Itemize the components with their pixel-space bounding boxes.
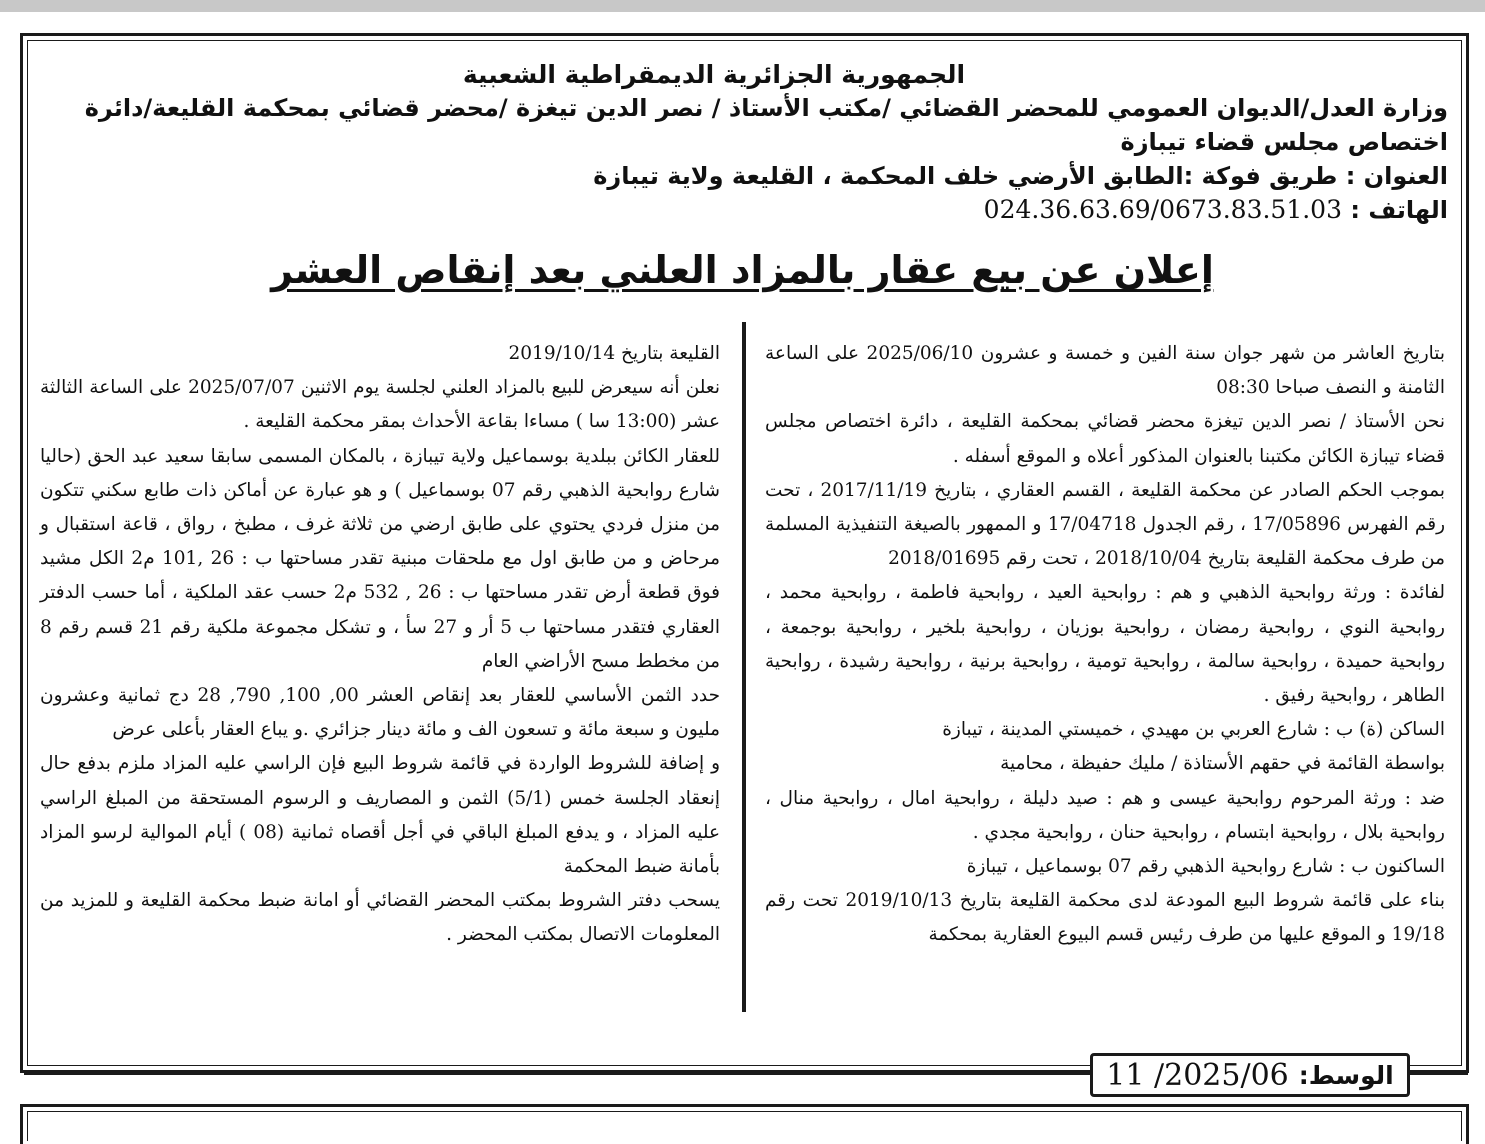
publication-date-box xyxy=(1090,1053,1410,1097)
left-paragraph-payment: و إضافة للشروط الواردة في قائمة شروط البيع فإن الراسي عليه المزاد ملزم بدفع حال إنعقاد الجلسة خمس (5/1) الثمن و المصاريف و الرسوم المستحقة من المبلغ الراسي عليه المزاد ، و يدفع المبلغ الباقي في أجل أقصاه ثمانية (08 ) أيام الموالية لرسو المزاد بأمانة ضبط المحكمة xyxy=(40,753,720,878)
republic-heading: الجمهورية الجزائرية الديمقراطية الشعبية xyxy=(462,60,966,89)
right-paragraph-judgment: بموجب الحكم الصادر عن محكمة القليعة ، القسم العقاري ، بتاريخ 2017/11/19 ، تحت رقم الفهرس 17/05896 ، رقم الجدول 17/04718 و الممهور بالصيغة التنفيذية المسلمة من طرف محكمة القليعة بتاريخ 2018/10/04 ، تحت رقم 2018/01695 xyxy=(765,479,1445,570)
address-line: العنوان : طريق فوكة :الطابق الأرضي خلف المحكمة ، القليعة ولاية تيبازة xyxy=(593,162,1448,190)
ministry-line: وزارة العدل/الديوان العمومي للمحضر القضائي /مكتب الأستاذ / نصر الدين تيغزة /محضر قضائي بمحكمة القليعة/دائرة xyxy=(84,94,1448,122)
column-divider xyxy=(742,322,746,1012)
right-column xyxy=(765,337,1445,953)
right-paragraph-beneficiaries: لفائدة : ورثة روابحية الذهبي و هم : روابحية العيد ، روابحية فاطمة ، روابحية محمد ، روابحية النوي ، روابحية رمضان ، روابحية بوزيان ، روابحية بلخير ، روابحية بوجمعة ، روابحية حميدة ، روابحية سالمة ، روابحية تومية ، روابحية برنية ، روابحية رشيدة ، روابحية الطاهر ، روابحية رفيق . xyxy=(765,582,1445,707)
left-paragraph-price: حدد الثمن الأساسي للعقار بعد إنقاص العشر 00, 100, 790, 28 دج ثمانية وعشرون مليون و سبعة مائة و تسعون الف و مائة دينار جزائري .و يباع العقار بأعلى عرض xyxy=(40,685,721,741)
right-paragraph-bailiff: نحن الأستاذ / نصر الدين تيغزة محضر قضائي بمحكمة القليعة ، دائرة اختصاص مجلس قضاء تيبازة الكائن مكتبنا بالعنوان المذكور أعلاه و الموقع أسفله . xyxy=(765,411,1445,467)
phone-label: الهاتف : xyxy=(1350,196,1448,224)
next-notice-inner-frame xyxy=(27,1111,1462,1141)
notice-title xyxy=(0,245,1485,295)
right-paragraph-lawyer: بواسطة القائمة في حقهم الأستاذة / مليك حفيظة ، محامية xyxy=(1000,753,1445,775)
right-paragraph-beneficiaries-address: الساكن (ة) ب : شارع العربي بن مهيدي ، خميستي المدينة ، تيبازة xyxy=(942,719,1445,741)
page-top-strip xyxy=(0,0,1485,12)
left-paragraph-property: للعقار الكائن ببلدية بوسماعيل ولاية تيبازة ، بالمكان المسمى سابقا سعيد عبد الحق (حاليا شارع روابحية الذهبي رقم 07 بوسماعيل ) و هو عبارة عن أماكن ذات طابع سكني تتكون من منزل فردي يحتوي على طابق ارضي من ثلاثة غرف ، مطبخ ، رواق ، قاعة استقبال و مرحاض و من طابق اول مع ملحقات مبنية تقدر مساحتها ب : 26 ,101 م2 الكل مشيد فوق قطعة أرض تقدر مساحتها ب : 26 , 532 م2 حسب عقد الملكية ، أما حسب الدفتر العقاري فتقدر مساحتها ب 5 أر و 27 سأ ، و تشكل مجموعة ملكية رقم 21 قسم رقم 8 من مخطط مسح الأراضي العام xyxy=(40,445,720,672)
left-paragraph-date: القليعة بتاريخ 2019/10/14 xyxy=(508,343,720,364)
left-paragraph-auction: نعلن أنه سيعرض للبيع بالمزاد العلني لجلسة يوم الاثنين 2025/07/07 على الساعة الثالثة عشر (13:00 سا ) مساءا بقاعة الأحداث بمقر محكمة القليعة . xyxy=(40,377,720,433)
right-paragraph-conditions: بناء على قائمة شروط البيع المودعة لدى محكمة القليعة بتاريخ 2019/10/13 تحت رقم 19/18 و الموقع عليها من طرف رئيس قسم البيوع العقارية بمحكمة xyxy=(765,890,1445,946)
notice-title-text: إعلان عن بيع عقار بالمزاد العلني بعد إنقاص العشر xyxy=(271,248,1214,292)
right-paragraph-date: بتاريخ العاشر من شهر جوان سنة الفين و خمسة و عشرون 2025/06/10 على الساعة الثامنة و النصف صباحا 08:30 xyxy=(765,343,1445,399)
left-column xyxy=(40,337,720,953)
newspaper-label: الوسط: xyxy=(1298,1060,1394,1090)
jurisdiction-line: اختصاص مجلس قضاء تيبازة xyxy=(1120,128,1448,156)
publication-date: 2025/06/ 11 xyxy=(1106,1057,1289,1093)
notice-header xyxy=(40,58,1448,227)
phone-value: 024.36.63.69/0673.83.51.03 xyxy=(983,195,1342,224)
right-paragraph-defendants: ضد : ورثة المرحوم روابحية عيسى و هم : صيد دليلة ، روابحية امال ، روابحية منال ، روابحية بلال ، روابحية ابتسام ، روابحية حنان ، روابحية مجدي . xyxy=(765,787,1445,843)
phone-line xyxy=(40,193,1448,227)
left-paragraph-contact: يسحب دفتر الشروط بمكتب المحضر القضائي أو امانة ضبط محكمة القليعة و للمزيد من المعلومات الاتصال بمكتب المحضر . xyxy=(40,890,720,946)
right-paragraph-defendants-address: الساكنون ب : شارع روابحية الذهبي رقم 07 بوسماعيل ، تيبازة xyxy=(966,856,1445,878)
